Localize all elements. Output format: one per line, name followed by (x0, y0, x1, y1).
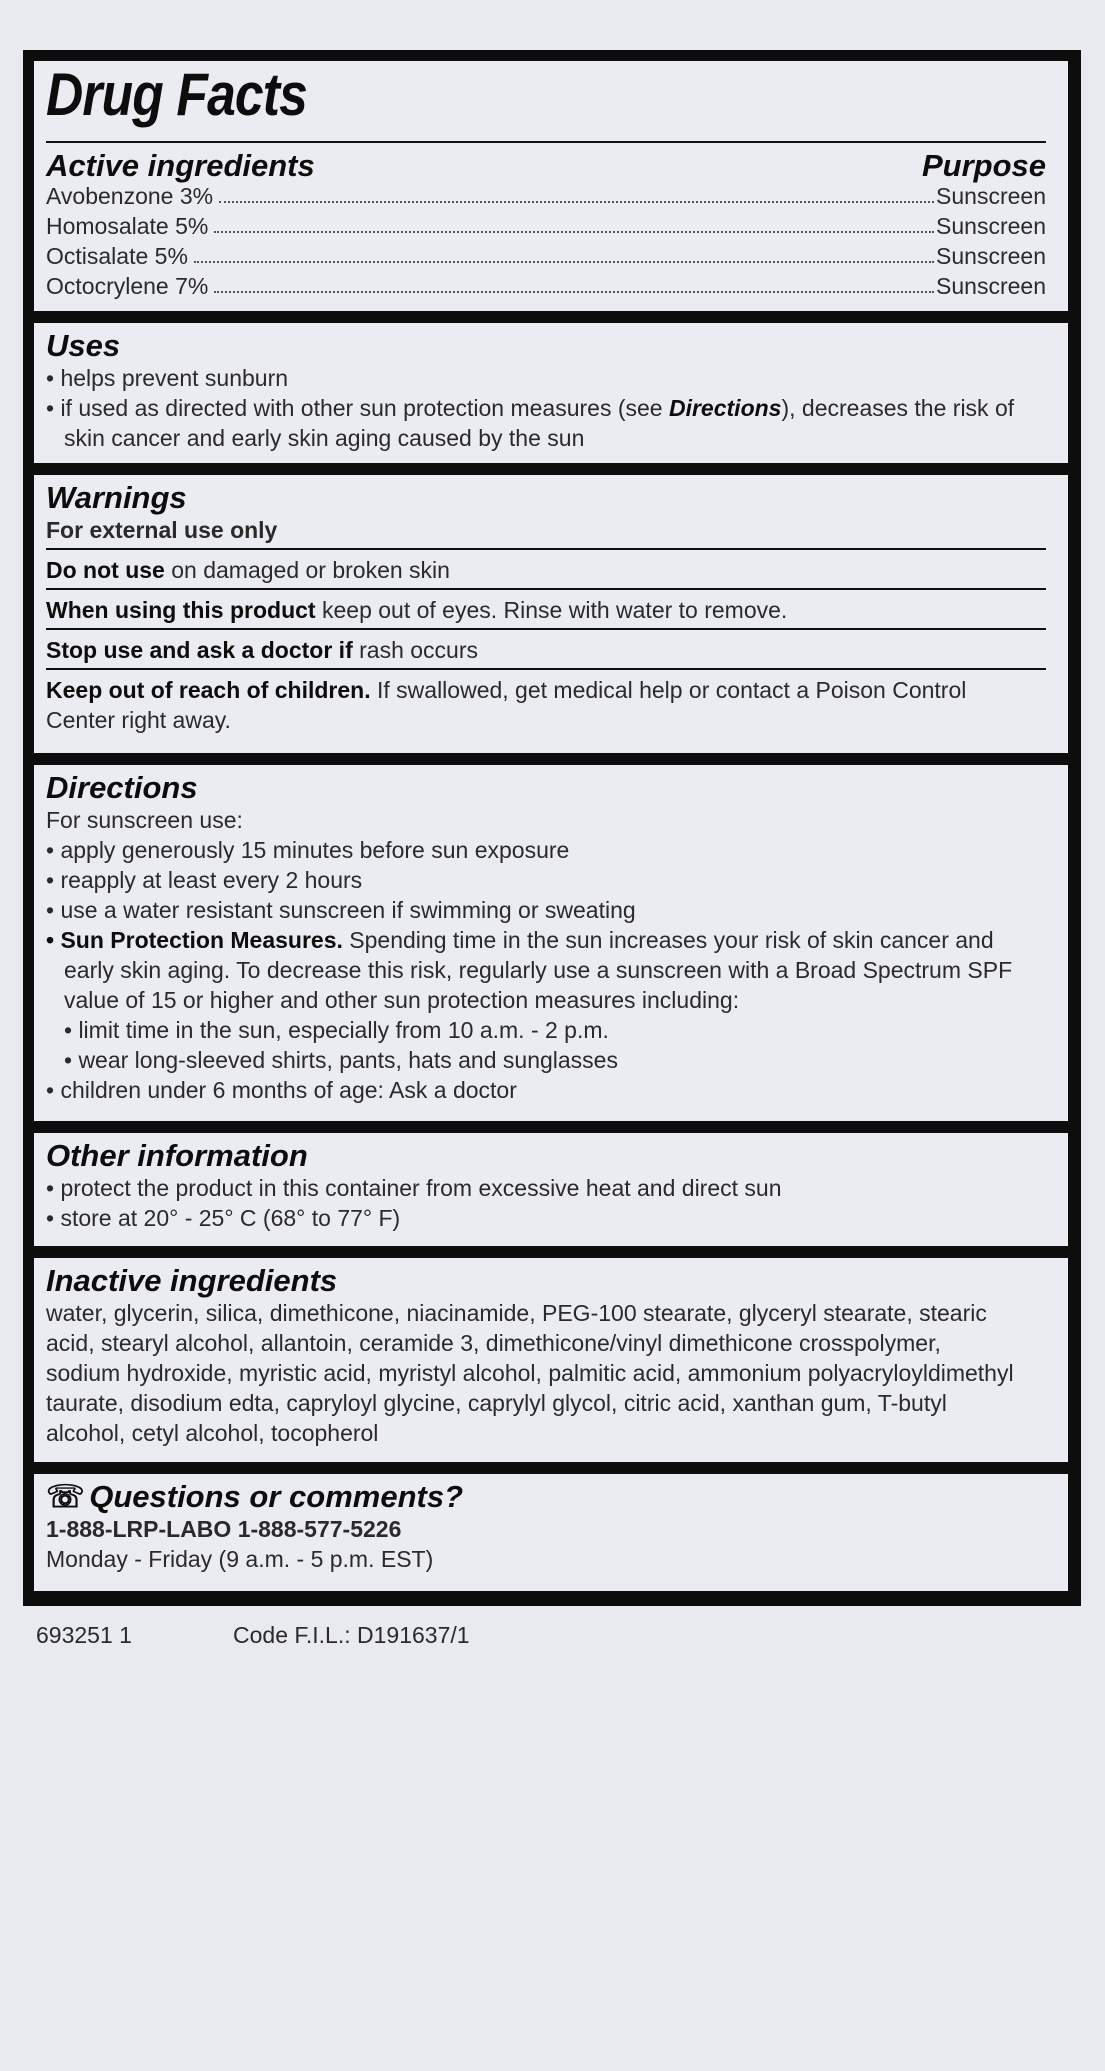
ingredient-purpose: Sunscreen (936, 183, 1046, 209)
ingredient-purpose: Sunscreen (936, 243, 1046, 269)
inactive-ingredients-line: acid, stearyl alcohol, allantoin, ceramide 3, dimethicone/vinyl dimethicone crosspolymer, (46, 1330, 941, 1356)
other-information-panel (34, 1133, 1068, 1246)
warnings-rule (46, 628, 1046, 630)
ingredient-name: Homosalate 5% (46, 213, 209, 239)
directions-item: • reapply at least every 2 hours (46, 867, 363, 893)
directions-panel (34, 765, 1068, 1121)
telephone-icon: ☏ (46, 1479, 85, 1514)
uses-heading: Uses (46, 328, 121, 363)
active-ingredients-panel (34, 61, 1068, 311)
ingredient-purpose: Sunscreen (936, 213, 1046, 239)
active-ingredients-heading: Active ingredients (46, 148, 315, 183)
inactive-ingredients-heading: Inactive ingredients (46, 1263, 338, 1298)
directions-subitem: • wear long-sleeved shirts, pants, hats and sunglasses (64, 1047, 618, 1073)
warnings-heading: Warnings (46, 480, 187, 515)
directions-subitem: • limit time in the sun, especially from 10 a.m. - 2 p.m. (64, 1017, 609, 1043)
ingredient-row (46, 241, 1046, 271)
other-information-heading: Other information (46, 1138, 308, 1173)
questions-heading: Questions or comments? (89, 1479, 464, 1514)
inactive-ingredients-panel (34, 1258, 1068, 1462)
ingredient-purpose: Sunscreen (936, 273, 1046, 299)
ingredient-name: Avobenzone 3% (46, 183, 214, 209)
inactive-ingredients-line: water, glycerin, silica, dimethicone, niacinamide, PEG-100 stearate, glyceryl stearate, stearic (46, 1300, 987, 1326)
warnings-panel (34, 475, 1068, 753)
inactive-ingredients-line: taurate, disodium edta, capryloyl glycine, caprylyl glycol, citric acid, xanthan gum, T-butyl (46, 1390, 947, 1416)
page-title: Drug Facts (46, 61, 307, 128)
phone-number[interactable]: 1-888-LRP-LABO 1-888-577-5226 (46, 1516, 402, 1542)
keep-out-warning-continued: Center right away. (46, 707, 231, 733)
directions-intro: For sunscreen use: (46, 807, 243, 833)
warnings-rule (46, 548, 1046, 550)
purpose-heading: Purpose (921, 148, 1046, 183)
product-code: 693251 1 (36, 1622, 132, 1648)
other-information-item: • store at 20° - 25° C (68° to 77° F) (46, 1205, 401, 1231)
stop-use-warning: Stop use and ask a doctor if rash occurs (46, 637, 478, 663)
when-using-warning: When using this product keep out of eyes. Rinse with water to remove. (46, 597, 788, 623)
ingredient-name: Octisalate 5% (46, 243, 188, 269)
uses-item-continued: skin cancer and early skin aging caused by the sun (64, 425, 585, 451)
fil-code: Code F.I.L.: D191637/1 (233, 1622, 470, 1648)
sun-protection-measures-line: early skin aging. To decrease this risk, regularly use a sunscreen with a Broad Spectrum SPF (64, 957, 1013, 983)
ingredient-name: Octocrylene 7% (46, 273, 209, 299)
ingredient-row (46, 211, 1046, 241)
keep-out-warning: Keep out of reach of children. If swallowed, get medical help or contact a Poison Control (46, 677, 967, 703)
warnings-rule (46, 588, 1046, 590)
directions-item: • apply generously 15 minutes before sun exposure (46, 837, 570, 863)
directions-item: • children under 6 months of age: Ask a doctor (46, 1077, 517, 1103)
title-rule (46, 141, 1046, 143)
external-use-warning: For external use only (46, 517, 278, 543)
other-information-item: • protect the product in this container from excessive heat and direct sun (46, 1175, 782, 1201)
questions-panel (34, 1474, 1068, 1591)
directions-item: • use a water resistant sunscreen if swimming or sweating (46, 897, 636, 923)
ingredient-row (46, 181, 1046, 211)
uses-item: • if used as directed with other sun protection measures (see Directions), decreases the risk of (46, 395, 1015, 421)
directions-heading: Directions (46, 770, 198, 805)
do-not-use-warning: Do not use on damaged or broken skin (46, 557, 450, 583)
ingredient-row (46, 271, 1046, 301)
inactive-ingredients-line: alcohol, cetyl alcohol, tocopherol (46, 1420, 379, 1446)
warnings-rule (46, 668, 1046, 670)
sun-protection-measures: • Sun Protection Measures. Spending time in the sun increases your risk of skin cancer and (46, 927, 994, 953)
inactive-ingredients-line: sodium hydroxide, myristic acid, myristyl alcohol, palmitic acid, ammonium polyacryloyldimethyl (46, 1360, 1014, 1386)
support-hours: Monday - Friday (9 a.m. - 5 p.m. EST) (46, 1546, 434, 1572)
uses-panel (34, 323, 1068, 463)
uses-item: • helps prevent sunburn (46, 365, 289, 391)
drug-facts-frame (23, 50, 1081, 1606)
sun-protection-measures-line: value of 15 or higher and other sun protection measures including: (64, 987, 740, 1013)
